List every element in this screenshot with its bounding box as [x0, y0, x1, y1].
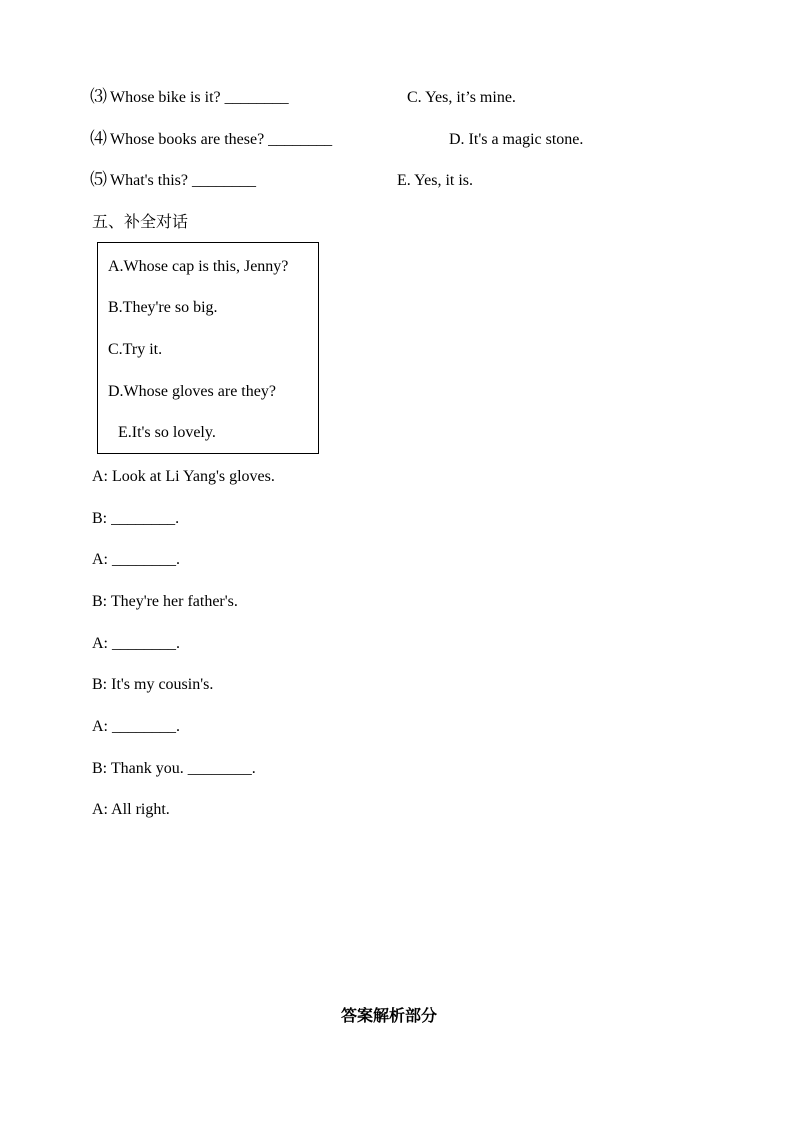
answer-option: E. Yes, it is. — [397, 172, 474, 189]
dialogue-line: B: ________. — [92, 510, 180, 527]
question-number: ⑸ — [90, 170, 107, 190]
dialogue-line: A: All right. — [92, 801, 170, 818]
dialogue-line: B: They're her father's. — [92, 593, 238, 610]
answer-option: D. It's a magic stone. — [449, 131, 584, 148]
dialogue-line: A: ________. — [92, 635, 180, 652]
question-number: ⑶ — [90, 87, 107, 107]
question-text: Whose books are these? ________ — [110, 131, 333, 148]
dialogue-line: A: ________. — [92, 551, 180, 568]
dialogue-line: A: Look at Li Yang's gloves. — [92, 468, 275, 485]
option-item: D.Whose gloves are they? — [108, 383, 276, 400]
question-text: What's this? ________ — [110, 172, 256, 189]
answer-section-title: 答案解析部分 — [341, 1006, 438, 1025]
question-number: ⑷ — [90, 129, 107, 149]
answer-option: C. Yes, it’s mine. — [407, 89, 516, 106]
option-item: B.They're so big. — [108, 299, 218, 316]
dialogue-line: B: It's my cousin's. — [92, 676, 214, 693]
option-item: C.Try it. — [108, 341, 163, 358]
dialogue-line: A: ________. — [92, 718, 180, 735]
section-heading: 五、补全对话 — [92, 212, 189, 231]
dialogue-line: B: Thank you. ________. — [92, 760, 256, 777]
question-text: Whose bike is it? ________ — [110, 89, 289, 106]
option-item: A.Whose cap is this, Jenny? — [108, 258, 289, 275]
option-item: E.It's so lovely. — [118, 424, 216, 441]
